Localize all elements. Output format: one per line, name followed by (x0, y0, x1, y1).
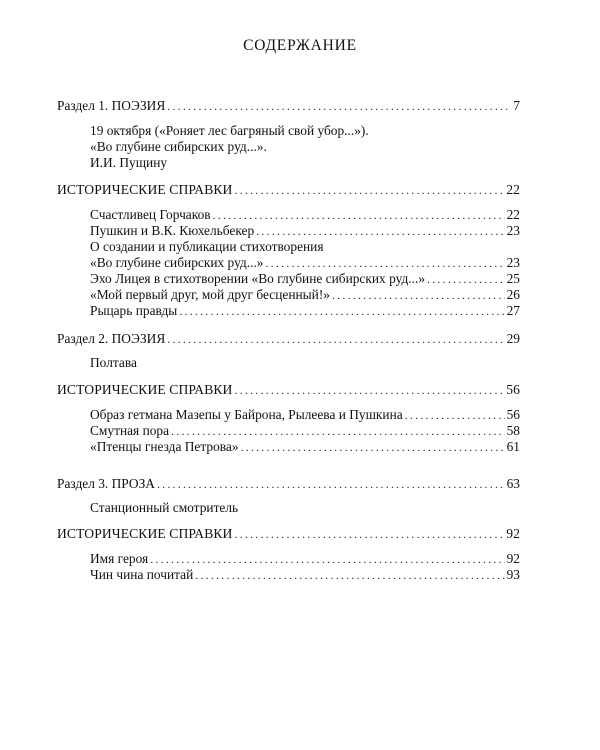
dot-leader (179, 303, 504, 319)
toc-entry-label: ИСТОРИЧЕСКИЕ СПРАВКИ (57, 182, 233, 197)
dot-leader (150, 551, 504, 567)
toc-entry-label: «Птенцы гнезда Петрова» (90, 439, 239, 454)
dot-leader (234, 526, 504, 542)
toc-subentry[interactable] (90, 287, 520, 303)
toc-entry-label: Эхо Лицея в стихотворении «Во глубине сибирских руд...» (90, 271, 426, 286)
toc-entry-page: 7 (513, 98, 520, 113)
toc-work-title: 19 октября («Роняет лес багряный свой убор...»). (90, 123, 369, 138)
dot-leader (234, 382, 504, 398)
toc-entry-page: 26 (506, 287, 520, 302)
toc-work-title: Полтава (90, 355, 137, 370)
toc-entry-page: 93 (506, 567, 520, 582)
toc-work-title: Станционный смотритель (90, 500, 239, 515)
toc-entry-page: 29 (506, 331, 520, 346)
toc-work-title: «Во глубине сибирских руд...». (90, 139, 267, 154)
toc-subentry[interactable] (90, 303, 520, 319)
toc-subentry[interactable] (90, 439, 520, 455)
page-title: СОДЕРЖАНИЕ (243, 37, 357, 54)
dot-leader (265, 255, 504, 271)
toc-entry-page: 92 (506, 526, 520, 541)
toc-entry-label: «Мой первый друг, мой друг бесценный!» (90, 287, 330, 302)
toc-entry-label: Смутная пора (90, 423, 170, 438)
toc-entry-page: 61 (506, 439, 520, 454)
toc-entry-label: Образ гетмана Мазепы у Байрона, Рылеева и Пушкина (90, 407, 403, 422)
dot-leader (195, 567, 504, 583)
toc-entry-page: 92 (506, 551, 520, 566)
toc-subentry-line: О создании и публикации стихотворения (90, 239, 324, 254)
toc-entry-section-1[interactable] (57, 98, 520, 114)
toc-entry-label: Раздел 1. ПОЭЗИЯ (57, 98, 166, 113)
toc-entry-page: 58 (506, 423, 520, 438)
dot-leader (213, 207, 505, 223)
toc-entry-section-3[interactable] (57, 476, 520, 492)
dot-leader (256, 223, 504, 239)
toc-entry-label: Чин чина почитай (90, 567, 194, 582)
toc-entry-label: Раздел 2. ПОЭЗИЯ (57, 331, 166, 346)
toc-subentry[interactable] (90, 223, 520, 239)
toc-entry-section-2[interactable] (57, 331, 520, 347)
toc-subentry[interactable] (90, 551, 520, 567)
dot-leader (167, 98, 511, 114)
toc-entry-page: 56 (506, 382, 520, 397)
toc-entry-label: Пушкин и В.К. Кюхельбекер (90, 223, 255, 238)
toc-entry-label: ИСТОРИЧЕСКИЕ СПРАВКИ (57, 526, 233, 541)
dot-leader (171, 423, 505, 439)
dot-leader (427, 271, 505, 287)
toc-entry-page: 27 (506, 303, 520, 318)
toc-subentry[interactable] (90, 207, 520, 223)
toc-entry-page: 25 (506, 271, 520, 286)
toc-entry-label: Раздел 3. ПРОЗА (57, 476, 155, 491)
toc-entry-page: 56 (506, 407, 520, 422)
dot-leader (157, 476, 505, 492)
toc-entry-page: 22 (506, 207, 520, 222)
toc-entry-page: 63 (506, 476, 520, 491)
toc-entry-historical-notes-1[interactable] (57, 182, 520, 198)
toc-entry-label: «Во глубине сибирских руд...» (90, 255, 264, 270)
toc-work-title: И.И. Пущину (90, 155, 168, 170)
dot-leader (332, 287, 505, 303)
toc-subentry[interactable] (90, 407, 520, 423)
dot-leader (405, 407, 505, 423)
dot-leader (234, 182, 504, 198)
toc-subentry[interactable] (90, 423, 520, 439)
toc-entry-label: Имя героя (90, 551, 149, 566)
toc-subentry[interactable] (90, 567, 520, 583)
toc-entry-historical-notes-2[interactable] (57, 382, 520, 398)
toc-entry-page: 23 (506, 223, 520, 238)
toc-subentry[interactable] (90, 271, 520, 287)
toc-entry-page: 22 (506, 182, 520, 197)
dot-leader (241, 439, 505, 455)
toc-subentry[interactable] (90, 255, 520, 271)
dot-leader (167, 331, 504, 347)
toc-entry-label: Счастливец Горчаков (90, 207, 211, 222)
toc-entry-label: Рыцарь правды (90, 303, 178, 318)
toc-entry-page: 23 (506, 255, 520, 270)
toc-entry-historical-notes-3[interactable] (57, 526, 520, 542)
toc-entry-label: ИСТОРИЧЕСКИЕ СПРАВКИ (57, 382, 233, 397)
